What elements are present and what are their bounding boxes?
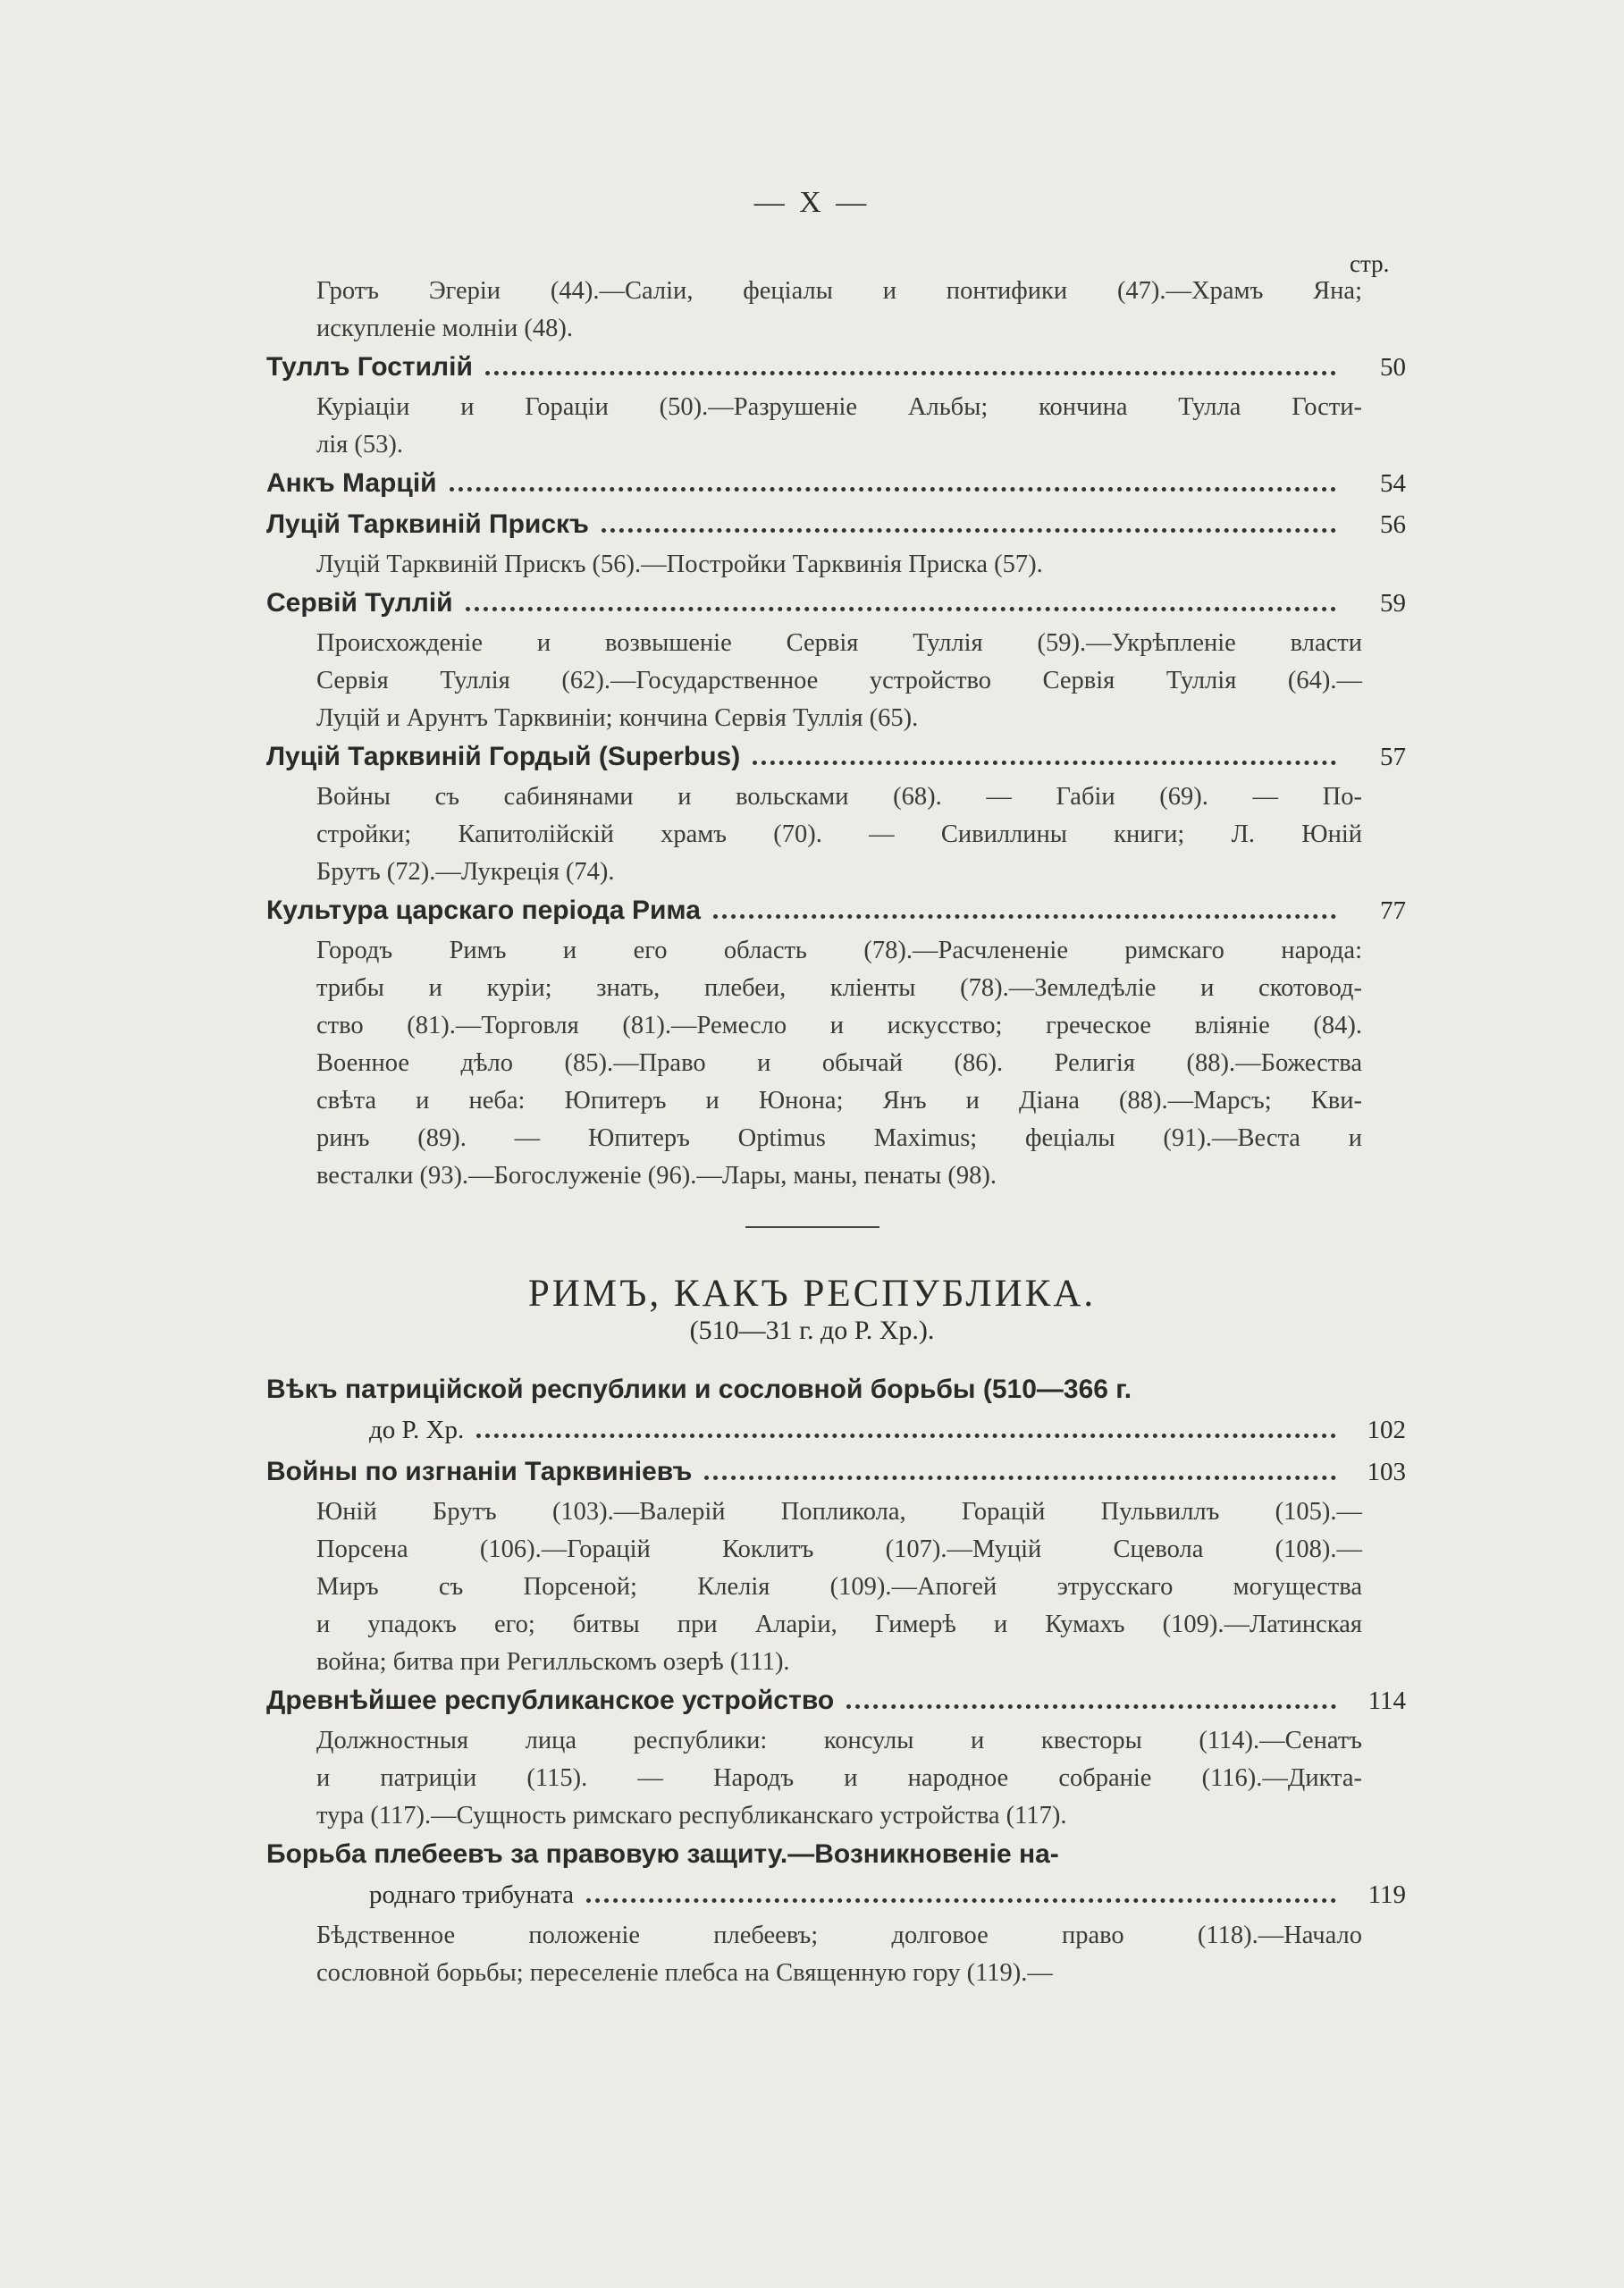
- dot-leader: [476, 1434, 1336, 1438]
- description-line: Миръ съ Порсеной; Клелія (109).—Апогей этрусскаго могущества: [316, 1573, 1362, 1601]
- entry-page: 103: [1367, 1458, 1406, 1486]
- description-line: Порсена (106).—Горацій Коклитъ (107).—Муцій Сцевола (108).—: [316, 1535, 1362, 1563]
- toc-entry: [266, 588, 1406, 629]
- dot-leader: [704, 1476, 1336, 1480]
- entry-title-continuation: до Р. Хр.: [369, 1416, 465, 1444]
- description-line: Военное дѣло (85).—Право и обычай (86). Религія (88).—Божества: [316, 1049, 1362, 1077]
- entry-page: 54: [1380, 469, 1406, 498]
- entry-description: [316, 1498, 1362, 1686]
- entry-title-continuation: роднаго трибуната: [369, 1880, 574, 1909]
- description-line: Городъ Римъ и его область (78).—Расчлененіе римскаго народа:: [316, 937, 1362, 964]
- description-line: Войны съ сабинянами и вольсками (68). — Габіи (69). — По-: [316, 783, 1362, 811]
- entry-title: Вѣкъ патриційской республики и сословной борьбы (510—366 г.: [266, 1375, 1132, 1404]
- entry-description: [316, 783, 1362, 896]
- toc-entry: [266, 896, 1406, 937]
- entry-page: 114: [1367, 1687, 1406, 1715]
- toc-entry: [266, 1839, 1406, 1880]
- description-line: весталки (93).—Богослуженіе (96).—Лары, маны, пенаты (98).: [316, 1162, 997, 1190]
- description-line: сословной борьбы; переселеніе плебса на Священную гору (119).—: [316, 1959, 1053, 1987]
- entry-page: 59: [1380, 589, 1406, 618]
- toc-entry: [266, 1686, 1406, 1727]
- description-line: ринъ (89). — Юпитеръ Optimus Maximus; феціалы (91).—Веста и: [316, 1124, 1362, 1152]
- dot-leader: [485, 371, 1336, 375]
- toc-entry-continuation: [266, 1416, 1406, 1457]
- description-line: Брутъ (72).—Лукреція (74).: [316, 858, 615, 886]
- dot-leader: [753, 761, 1336, 765]
- description-line: Происхожденіе и возвышеніе Сервія Туллія (59).—Укрѣпленіе власти: [316, 629, 1362, 657]
- entry-description: [316, 393, 1362, 468]
- entry-page: 50: [1380, 353, 1406, 382]
- entry-description: [316, 1727, 1362, 1839]
- toc-part-1: [266, 277, 1406, 1199]
- description-line: война; битва при Регилльскомъ озерѣ (111).: [316, 1648, 790, 1676]
- description-line: тура (117).—Сущность римскаго республиканскаго устройства (117).: [316, 1802, 1067, 1830]
- description-line: Должностныя лица республики: консулы и квесторы (114).—Сенатъ: [316, 1727, 1362, 1754]
- description-line: Бѣдственное положеніе плебеевъ; долговое право (118).—Начало: [316, 1922, 1362, 1949]
- toc-entry: [266, 352, 1406, 393]
- page-folio: — X —: [753, 186, 871, 219]
- entry-page: 119: [1367, 1880, 1406, 1909]
- entry-description: [316, 629, 1362, 742]
- entry-description: [316, 551, 1362, 588]
- toc-entry: [266, 509, 1406, 551]
- entry-page: 77: [1380, 896, 1406, 925]
- toc-entry: [266, 1375, 1406, 1416]
- entry-page: 102: [1367, 1416, 1406, 1444]
- entry-title: Луцій Тарквиній Прискъ: [266, 509, 589, 539]
- page-column-label: стр.: [1350, 250, 1390, 277]
- section-title: РИМЪ, КАКЪ РЕСПУБЛИКА.: [527, 1273, 1097, 1315]
- dot-leader: [466, 607, 1336, 611]
- entry-title: Анкъ Марцій: [266, 468, 437, 498]
- toc-entry-continuation: [266, 1880, 1406, 1922]
- description-line: и патриціи (115). — Народъ и народное собраніе (116).—Дикта-: [316, 1764, 1362, 1792]
- section-divider: [745, 1226, 879, 1228]
- dot-leader: [586, 1898, 1336, 1903]
- description-line: стройки; Капитолійскій храмъ (70). — Сивиллины книги; Л. Юній: [316, 820, 1362, 848]
- description-line: трибы и куріи; знать, плебеи, кліенты (78).—Земледѣліе и скотовод-: [316, 974, 1362, 1002]
- entry-page: 56: [1380, 510, 1406, 539]
- description-line: и упадокъ его; битвы при Аларіи, Гимерѣ и Кумахъ (109).—Латинская: [316, 1611, 1362, 1638]
- entry-description: [316, 937, 1362, 1199]
- entry-title: Культура царскаго періода Рима: [266, 896, 701, 925]
- toc-entry: [266, 1457, 1406, 1498]
- dot-leader: [713, 914, 1336, 919]
- dot-leader: [602, 528, 1336, 533]
- dot-leader: [450, 487, 1336, 492]
- description-line: Сервія Туллія (62).—Государственное устройство Сервія Туллія (64).—: [316, 667, 1362, 694]
- description-line: лія (53).: [316, 431, 403, 458]
- entry-description: [316, 1922, 1362, 1997]
- toc-entry: [266, 468, 1406, 509]
- section-subtitle: (510—31 г. до Р. Хр.).: [689, 1316, 935, 1345]
- dot-leader: [846, 1704, 1336, 1709]
- entry-title: Туллъ Гостилій: [266, 352, 473, 382]
- description-line: Куріаціи и Гораціи (50).—Разрушеніе Альбы; кончина Тулла Гости-: [316, 393, 1362, 421]
- description-line: свѣта и неба: Юпитеръ и Юнона; Янъ и Діана (88).—Марсъ; Кви-: [316, 1087, 1362, 1115]
- description-line: искупленіе молніи (48).: [316, 315, 573, 342]
- description-line: Луцій Тарквиній Прискъ (56).—Постройки Тарквинія Приска (57).: [316, 551, 1043, 578]
- description-line: Юній Брутъ (103).—Валерій Попликола, Горацій Пульвиллъ (105).—: [316, 1498, 1362, 1526]
- entry-description: [316, 277, 1362, 352]
- entry-page: 57: [1380, 743, 1406, 771]
- toc-entry: [266, 742, 1406, 783]
- description-line: Луцій и Арунтъ Тарквиніи; кончина Сервія Туллія (65).: [316, 704, 919, 732]
- entry-title: Войны по изгнаніи Тарквиніевъ: [266, 1457, 693, 1486]
- toc-part-2: [266, 1375, 1406, 1997]
- entry-title: Древнѣйшее республиканское устройство: [266, 1686, 835, 1715]
- entry-title: Сервій Туллій: [266, 588, 453, 618]
- description-line: Гротъ Эгеріи (44).—Саліи, феціалы и понтифики (47).—Храмъ Яна;: [316, 277, 1362, 305]
- description-line: ство (81).—Торговля (81).—Ремесло и искусство; греческое вліяніе (84).: [316, 1012, 1362, 1039]
- entry-title: Борьба плебеевъ за правовую защиту.—Возникновеніе на-: [266, 1839, 1059, 1869]
- entry-title: Луцій Тарквиній Гордый (Superbus): [266, 742, 741, 771]
